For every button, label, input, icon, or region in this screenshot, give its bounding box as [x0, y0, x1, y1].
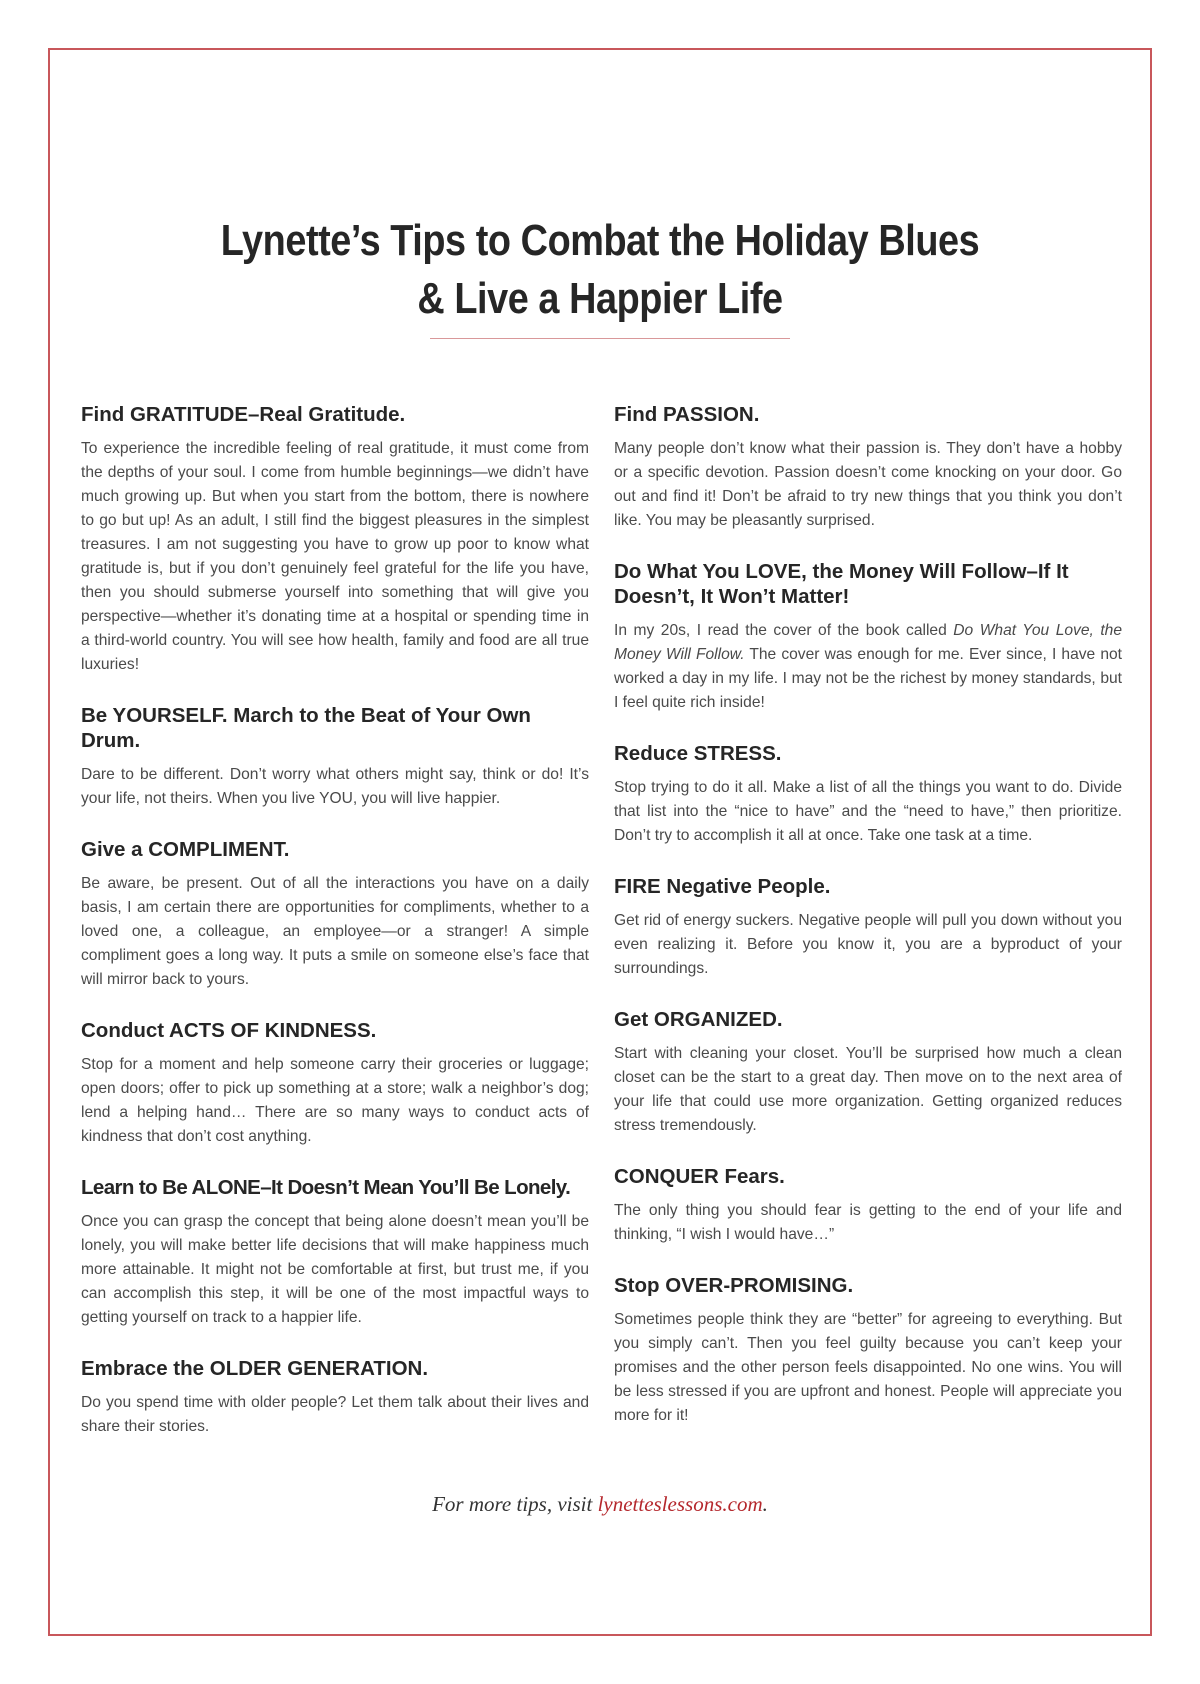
section-negative-people [614, 874, 1122, 981]
footer-note [48, 1492, 1152, 1517]
section-body: Many people don’t know what their passion is. They don’t have a hobby or a specific devotion. Passion doesn’t come knocking on your door. Go out and find it! Don’t be afraid to try new things that you think you don’t like. You may be pleasantly surprised. [614, 440, 1122, 529]
section-organized [614, 1007, 1122, 1138]
section-stress [614, 741, 1122, 848]
title-divider [430, 338, 790, 339]
section-heading: Find PASSION. [614, 403, 760, 426]
section-body: To experience the incredible feeling of real gratitude, it must come from the depths of your soul. I come from humble beginnings—we didn’t have much growing up. But when you start from the bottom, there is nowhere to go but up! As an adult, I still find the biggest pleasures in the simplest treasures. I am not suggesting you have to grow up poor to know what gratitude is, but if you don’t genuinely feel grateful for the life you have, then you should submerse yourself into something that will give you perspective—whether it’s donating time at a hospital or spending time in a third-world country. You will see how health, family and food are all true luxuries! [81, 440, 589, 673]
page-title [125, 212, 1074, 328]
section-kindness [81, 1018, 589, 1149]
section-alone [81, 1175, 589, 1330]
section-body: Be aware, be present. Out of all the interactions you have on a daily basis, I am certain there are opportunities for compliments, whether to a loved one, a colleague, an employee—or a stranger! A simple compliment goes a long way. It puts a smile on someone else’s face that will mirror back to yours. [81, 875, 589, 988]
title-line-1: Lynette’s Tips to Combat the Holiday Blues [220, 216, 980, 265]
section-heading: Give a COMPLIMENT. [81, 838, 290, 861]
section-older-generation [81, 1356, 589, 1439]
section-heading: Do What You LOVE, the Money Will Follow–If It Doesn’t, It Won’t Matter! [614, 560, 1069, 608]
left-column [81, 402, 589, 1465]
section-body: Stop trying to do it all. Make a list of all the things you want to do. Divide that list into the “nice to have” and the “need to have,” then prioritize. Don’t try to accomplish it all at once. Take one task at a time. [614, 779, 1122, 844]
footer-suffix: . [762, 1492, 768, 1516]
section-body: Dare to be different. Don’t worry what others might say, think or do! It’s your life, not theirs. When you live YOU, you will live happier. [81, 766, 589, 807]
section-heading: FIRE Negative People. [614, 875, 831, 898]
section-compliment [81, 837, 589, 992]
section-fears [614, 1164, 1122, 1247]
section-heading: Learn to Be ALONE–It Doesn’t Mean You’ll Be Lonely. [81, 1176, 571, 1199]
section-heading: Stop OVER-PROMISING. [614, 1274, 854, 1297]
section-over-promising [614, 1273, 1122, 1428]
section-body: Get rid of energy suckers. Negative people will pull you down without you even realizing it. Before you know it, you are a byproduct of your surroundings. [614, 912, 1122, 977]
section-body: Sometimes people think they are “better” for agreeing to everything. But you simply can’t. Then you feel guilty because you can’t keep your promises and the other person feels disappointed. No one wins. You will be less stressed if you are upfront and honest. People will appreciate you more for it! [614, 1311, 1122, 1424]
section-heading: CONQUER Fears. [614, 1165, 785, 1188]
section-be-yourself [81, 703, 589, 811]
section-passion [614, 402, 1122, 533]
section-heading: Get ORGANIZED. [614, 1008, 783, 1031]
section-do-what-you-love [614, 559, 1122, 715]
section-body: Stop for a moment and help someone carry their groceries or luggage; open doors; offer to pick up something at a store; walk a neighbor’s dog; lend a helping hand… There are so many ways to conduct acts of kindness that don’t cost anything. [81, 1056, 589, 1145]
section-body: Do you spend time with older people? Let them talk about their lives and share their stories. [81, 1394, 589, 1435]
section-heading: Reduce STRESS. [614, 742, 782, 765]
section-heading: Embrace the OLDER GENERATION. [81, 1357, 429, 1380]
right-column [614, 402, 1122, 1454]
section-body: Once you can grasp the concept that being alone doesn’t mean you’ll be lonely, you will make better life decisions that will make happiness much more attainable. It might not be comfortable at first, but trust me, if you can accomplish this step, it will be one of the most impactful ways to getting yourself on track to a happier life. [81, 1213, 589, 1326]
section-body [614, 619, 1122, 715]
section-heading: Find GRATITUDE–Real Gratitude. [81, 403, 406, 426]
body-text-end: The cover was enough for me. Ever since, I have not worked a day in my life. I may not be the richest by money standards, but I feel quite rich inside! [614, 646, 1122, 711]
website-link[interactable]: lynetteslessons.com [597, 1492, 763, 1516]
section-body: The only thing you should fear is getting to the end of your life and thinking, “I wish I would have…” [614, 1202, 1122, 1243]
body-text-start: In my 20s, I read the cover of the book called [614, 622, 954, 639]
section-gratitude [81, 402, 589, 677]
section-heading: Conduct ACTS OF KINDNESS. [81, 1019, 377, 1042]
footer-prefix: For more tips, visit [432, 1492, 598, 1516]
section-heading: Be YOURSELF. March to the Beat of Your Own Drum. [81, 704, 531, 752]
section-body: Start with cleaning your closet. You’ll be surprised how much a clean closet can be the start to a great day. Then move on to the next area of your life that could use more organization. Getting organized reduces stress tremendously. [614, 1045, 1122, 1134]
title-line-2: & Live a Happier Life [417, 274, 783, 323]
book-title: Do What You Love, the Money Will Follow. [614, 622, 1123, 663]
